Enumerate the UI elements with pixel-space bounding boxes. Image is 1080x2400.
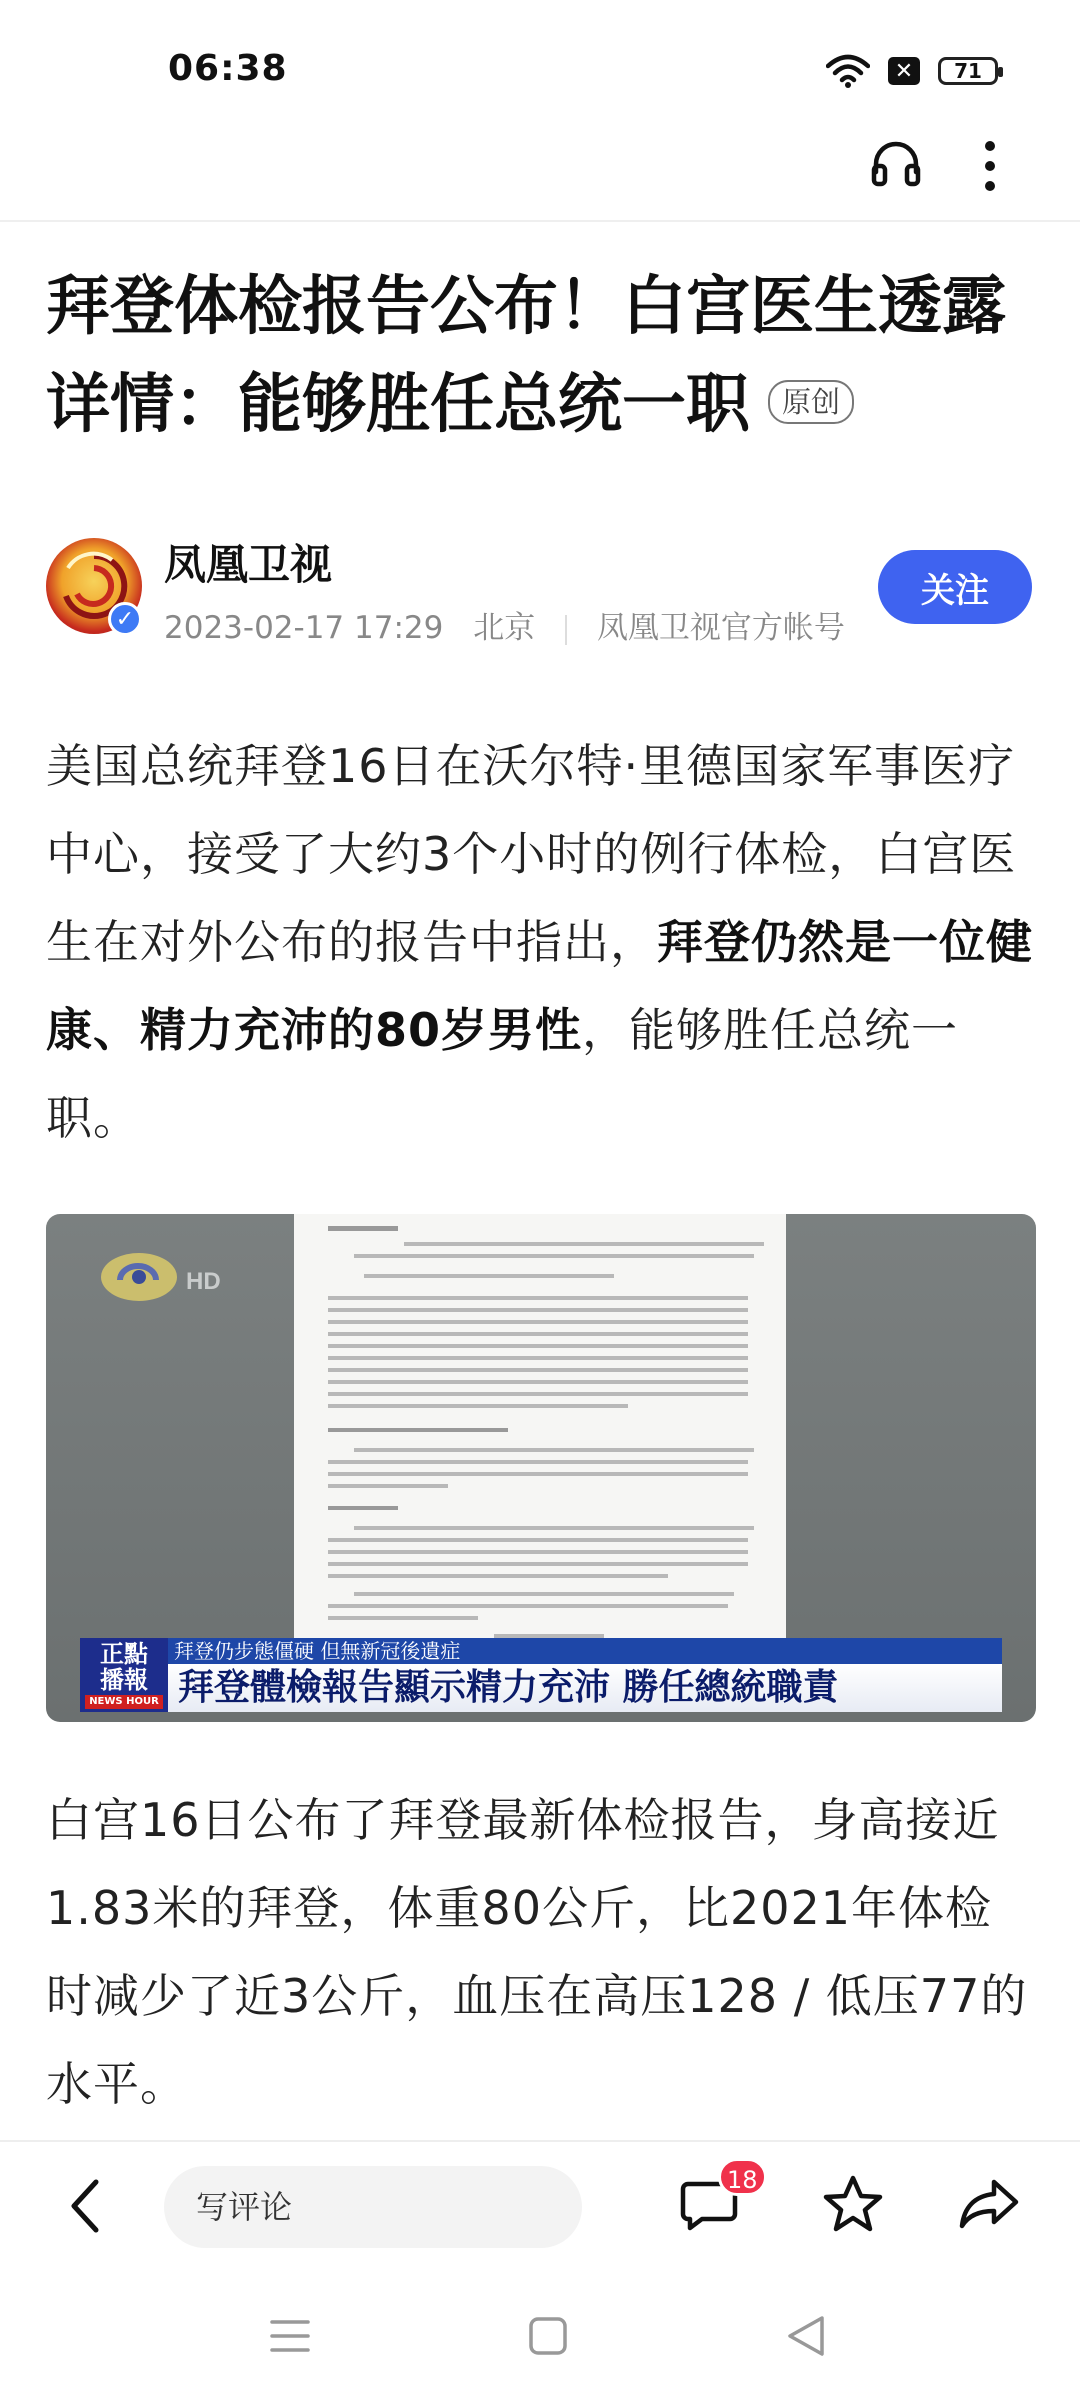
publish-date: 2023-02-17 17:29 [164,610,444,646]
nav-back-icon[interactable] [786,2314,826,2358]
original-badge: 原创 [768,380,854,424]
medical-report-document [294,1214,786,1644]
news-logo-line1: 正點 [100,1640,148,1668]
comment-input[interactable]: 写评论 [164,2166,582,2248]
article-title [46,258,1036,454]
paragraph-1-bold: 拜登仍然是一位健康、精力充沛的80岁男性 [46,915,1033,1057]
news-logo-line2: 播報 [100,1666,148,1694]
recent-apps-icon[interactable] [270,2318,310,2354]
news-logo-sub: NEWS HOUR [85,1695,163,1709]
meta-divider [565,615,567,645]
article-paragraph-1 [46,722,1036,1162]
author-meta [164,602,845,647]
share-icon[interactable] [958,2176,1020,2230]
home-icon[interactable] [528,2316,568,2356]
battery-level: 71 [954,59,982,83]
article-paragraph-2: 白宫16日公布了拜登最新体检报告，身高接近1.83米的拜登，体重80公斤，比2021年体检时减少了近3公斤，血压在高压128 / 低压77的水平。 [46,1793,1028,2111]
status-icons [826,54,998,88]
channel-hd-mark: HD [186,1268,221,1295]
battery-icon [938,57,998,85]
follow-button[interactable]: 关注 [878,550,1032,624]
paragraph-1-text: 美国总统拜登16日在沃尔特·里德国家军事医疗中心，接受了大约3个小时的例行体检，白宫医生在对外公布的报告中指出， [46,739,1017,969]
comment-count-badge: 18 [718,2158,767,2196]
account-type: 凤凰卫视官方帐号 [596,610,845,646]
notification-x-icon: ✕ [888,57,920,85]
status-time: 06:38 [168,48,288,89]
wifi-icon [826,54,870,88]
headphone-icon[interactable] [870,138,922,188]
publish-location: 北京 [473,610,536,646]
news-caption-bar [80,1638,1002,1712]
news-hour-logo [80,1638,168,1712]
article-title-text: 拜登体检报告公布！白宫医生透露详情：能够胜任总统一职 [46,270,1006,442]
news-headline: 拜登體檢報告顯示精力充沛 勝任總統職責 [168,1664,1002,1712]
back-arrow-icon[interactable] [62,2176,110,2236]
paragraph-1-tail: ，能够胜任总统一职。 [46,1003,959,1145]
news-ticker: 拜登仍步態僵硬 但無新冠後遺症 [168,1638,1002,1664]
verified-icon: ✓ [108,602,142,636]
toolbar-divider [0,220,1080,222]
author-name[interactable]: 凤凰卫视 [164,540,333,589]
star-icon[interactable] [822,2174,884,2234]
article-image[interactable] [46,1214,1036,1722]
channel-logo-icon [98,1250,180,1304]
more-vertical-icon[interactable] [982,140,998,192]
